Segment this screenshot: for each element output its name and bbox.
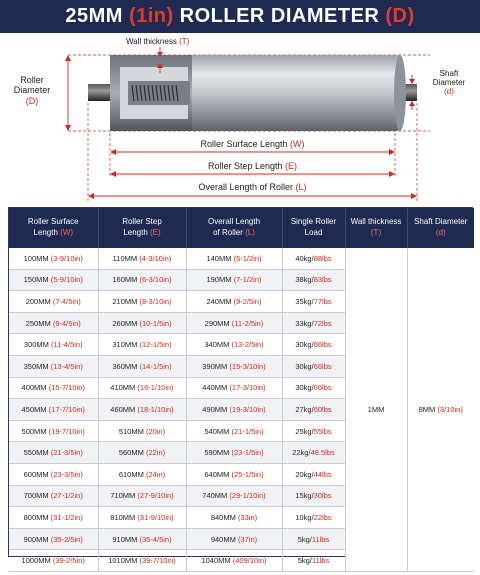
- cell-overall-length-imperial: (9-2/5in): [233, 296, 262, 306]
- cell-surface-length-value: 500MM: [21, 426, 47, 436]
- cell-step-length-imperial: (8-3/10in): [139, 296, 172, 306]
- cell-overall-length-value: 1040MM: [201, 556, 231, 566]
- cell-step-length-imperial: (12-1/5in): [139, 340, 172, 350]
- cell-overall-length-imperial: (17-3/10in): [229, 383, 266, 393]
- cell-step-length-value: 360MM: [112, 361, 138, 371]
- cell-surface-length-imperial: (3-9/10in): [50, 253, 83, 263]
- label-roller-diameter: [10, 75, 54, 106]
- cell-step-length-value: 910MM: [112, 534, 138, 544]
- header-overall-length: [186, 208, 282, 248]
- cell-overall-length-value: 390MM: [202, 361, 228, 371]
- header-step-length-code: (E): [150, 228, 161, 237]
- cell-surface-length-value: 700MM: [23, 491, 49, 501]
- cell-step-length-imperial: (35-4/5in): [139, 534, 172, 544]
- cell-load-value: 5kg/: [297, 534, 312, 544]
- title-size-inch: (1in): [128, 5, 174, 27]
- cell-load-imperial: 48.5lbs: [310, 448, 335, 458]
- cell-step-length: [98, 312, 186, 334]
- header-surface-length: [9, 208, 98, 248]
- header-wall-thickness-code: (T): [370, 228, 382, 237]
- label-roller-diameter-line1: Roller: [20, 75, 44, 85]
- cell-step-length-value: 610MM: [118, 469, 144, 479]
- cell-surface-length-value: 400MM: [21, 383, 47, 393]
- cell-surface-length-imperial: (9-4/5in): [52, 318, 81, 328]
- cell-overall-length-value: 540MM: [204, 426, 230, 436]
- cell-overall-length-value: 740MM: [202, 491, 228, 501]
- cell-load-value: 20kg/: [295, 469, 314, 479]
- cell-surface-length-value: 250MM: [25, 318, 51, 328]
- label-overall-length-text: Overall Length of Roller: [198, 182, 294, 192]
- cell-surface-length-value: 100MM: [23, 253, 49, 263]
- cell-overall-length-imperial: (19-3/10in): [229, 404, 266, 414]
- cell-step-length-value: 460MM: [110, 404, 136, 414]
- label-roller-diameter-line2: Diameter: [13, 85, 51, 96]
- cell-overall-length-value: 590MM: [204, 448, 230, 458]
- cell-load: [282, 507, 345, 529]
- cell-step-length-imperial: (14-1/5in): [139, 361, 172, 371]
- table-row: [9, 248, 474, 269]
- cell-step-length: [98, 507, 186, 529]
- cell-overall-length-value: 140MM: [206, 253, 232, 263]
- cell-load: [282, 550, 345, 572]
- cell-step-length-imperial: (27-9/10in): [137, 491, 174, 501]
- cell-step-length-imperial: (4-3/10in): [139, 253, 172, 263]
- cell-load-imperial: 66lbs: [313, 340, 332, 350]
- cell-surface-length-value: 900MM: [23, 534, 49, 544]
- label-wall-thickness-text: Wall thickness: [126, 37, 177, 46]
- cell-overall-length: [186, 507, 282, 529]
- cell-load: [282, 334, 345, 356]
- cell-load: [282, 463, 345, 485]
- cell-load: [282, 312, 345, 334]
- label-wall-thickness: [126, 37, 189, 46]
- header-surface-length-line1: Roller Surface: [27, 217, 79, 227]
- cell-step-length-value: 260MM: [112, 318, 138, 328]
- label-overall-length: [88, 182, 417, 192]
- cell-surface-length-value: 300MM: [23, 340, 49, 350]
- cell-surface-length: [9, 528, 98, 550]
- header-overall-length-code: (L): [245, 228, 255, 237]
- header-overall-length-line1: Overall Length: [207, 217, 261, 227]
- cell-load-imperial: 30lbs: [313, 491, 332, 501]
- header-step-length-line2: Length: [123, 228, 148, 237]
- cell-surface-length-imperial: (5-9/10in): [50, 275, 83, 285]
- cell-overall-length-value: 940MM: [210, 534, 236, 544]
- header-single-load-line2: Load: [304, 228, 323, 237]
- cell-overall-length-value: 840MM: [210, 512, 236, 522]
- title-text: ROLLER DIAMETER: [179, 5, 380, 27]
- cell-overall-length-imperial: (7-1/2in): [233, 275, 262, 285]
- cell-overall-length-imperial: (29-1/10in): [229, 491, 266, 501]
- cell-surface-length-imperial: (11-4/5in): [51, 340, 83, 350]
- cell-overall-length: [186, 312, 282, 334]
- spec-table: [8, 207, 473, 566]
- cell-load: [282, 377, 345, 399]
- cell-shaft-diameter-imperial: (3/10in): [437, 404, 463, 414]
- cell-shaft-diameter: [407, 248, 474, 571]
- cell-load-imperial: 11lbs: [311, 556, 330, 566]
- cell-overall-length-value: 640MM: [204, 469, 230, 479]
- cell-surface-length: [9, 269, 98, 291]
- label-surface-length-text: Roller Surface Length: [200, 139, 288, 149]
- cell-load: [282, 485, 345, 507]
- roller-diagram: [0, 33, 480, 205]
- cell-overall-length-imperial: (409/10in): [232, 556, 267, 566]
- cell-load-imperial: 77lbs: [313, 296, 332, 306]
- cell-overall-length: [186, 528, 282, 550]
- cell-surface-length-imperial: (35-2/5in): [50, 534, 83, 544]
- cell-overall-length-value: 440MM: [202, 383, 228, 393]
- cell-overall-length-imperial: (37in): [237, 534, 258, 544]
- cell-step-length-value: 710MM: [110, 491, 136, 501]
- cell-load: [282, 355, 345, 377]
- header-step-length: [98, 208, 186, 248]
- label-shaft-diameter-line2: Diameter: [432, 78, 466, 88]
- cell-overall-length-imperial: (15-3/10in): [229, 361, 266, 371]
- title-banner: [0, 0, 480, 33]
- cell-surface-length-imperial: (39-2/5in): [52, 556, 85, 566]
- cell-step-length: [98, 377, 186, 399]
- cell-step-length: [98, 291, 186, 313]
- label-shaft-diameter: [428, 69, 470, 97]
- header-wall-thickness-line1: Wall thickness: [350, 217, 402, 227]
- cell-step-length-imperial: (20in): [145, 426, 166, 436]
- cell-load-imperial: 55lbs: [313, 426, 332, 436]
- cell-step-length: [98, 550, 186, 572]
- cell-surface-length: [9, 377, 98, 399]
- cell-overall-length-value: 240MM: [206, 296, 232, 306]
- cell-surface-length-value: 350MM: [23, 361, 49, 371]
- label-shaft-diameter-code: (d): [444, 87, 454, 97]
- cell-load-imperial: 72lbs: [313, 318, 332, 328]
- cell-step-length-value: 410MM: [110, 383, 136, 393]
- cell-surface-length-value: 150MM: [23, 275, 49, 285]
- cell-surface-length-value: 1000MM: [21, 556, 51, 566]
- cell-surface-length-imperial: (31-1/2in): [50, 512, 83, 522]
- label-wall-thickness-code: (T): [179, 37, 190, 46]
- cell-surface-length: [9, 507, 98, 529]
- cell-wall-thickness: 1MM: [345, 248, 407, 571]
- header-step-length-line1: Roller Step: [122, 217, 162, 227]
- cell-step-length: [98, 485, 186, 507]
- cell-surface-length-value: 800MM: [23, 512, 49, 522]
- cell-step-length: [98, 334, 186, 356]
- cell-overall-length: [186, 334, 282, 356]
- label-shaft-diameter-line1: Shaft: [439, 69, 459, 78]
- cell-step-length-imperial: (22in): [145, 448, 166, 458]
- title-code: (D): [385, 5, 415, 27]
- cell-surface-length-value: 450MM: [21, 404, 47, 414]
- cell-surface-length: [9, 248, 98, 269]
- label-step-length: [110, 161, 395, 171]
- cell-load-imperial: 22lbs: [313, 512, 332, 522]
- label-overall-length-code: (L): [295, 182, 307, 192]
- cell-overall-length: [186, 485, 282, 507]
- cell-step-length-value: 310MM: [112, 340, 138, 350]
- cell-load-value: 40kg/: [295, 253, 314, 263]
- cell-load-value: 27kg/: [295, 404, 314, 414]
- label-roller-diameter-code: (D): [25, 95, 39, 106]
- cell-surface-length-value: 200MM: [25, 296, 51, 306]
- cell-overall-length: [186, 442, 282, 464]
- cell-load-value: 30kg/: [295, 340, 314, 350]
- cell-step-length-value: 1010MM: [108, 556, 138, 566]
- cell-load: [282, 291, 345, 313]
- cell-load: [282, 420, 345, 442]
- cell-surface-length: [9, 550, 98, 572]
- cell-step-length-imperial: (10-1/5in): [139, 318, 172, 328]
- cell-overall-length-imperial: (33in): [237, 512, 258, 522]
- cell-overall-length-value: 290MM: [204, 318, 230, 328]
- cell-overall-length: [186, 269, 282, 291]
- header-overall-length-line2: of Roller: [213, 228, 243, 237]
- cell-overall-length-value: 340MM: [204, 340, 230, 350]
- cell-load-value: 35kg/: [295, 296, 314, 306]
- cell-overall-length-imperial: (21-1/5in): [231, 426, 264, 436]
- cell-load-value: 5kg/: [297, 556, 312, 566]
- cell-load-value: 22kg/: [292, 448, 311, 458]
- cell-surface-length: [9, 442, 98, 464]
- cell-overall-length-imperial: (13-2/5in): [231, 340, 264, 350]
- cell-load-imperial: 11lbs: [311, 534, 330, 544]
- cell-step-length: [98, 248, 186, 269]
- cell-load: [282, 269, 345, 291]
- label-step-length-text: Roller Step Length: [207, 161, 283, 171]
- cell-surface-length-imperial: (17-7/10in): [48, 404, 85, 414]
- header-shaft-diameter-line1: Shaft Diameter: [414, 217, 468, 227]
- cell-load-value: 10kg/: [295, 512, 314, 522]
- cell-surface-length: [9, 312, 98, 334]
- cell-overall-length-imperial: (25-1/5in): [231, 469, 264, 479]
- cell-step-length: [98, 528, 186, 550]
- cell-load: [282, 248, 345, 269]
- cell-step-length-value: 510MM: [118, 426, 144, 436]
- cell-step-length-imperial: (39-7/10in): [139, 556, 176, 566]
- cell-load-value: 33kg/: [295, 318, 314, 328]
- cell-step-length-imperial: (18-1/10in): [137, 404, 174, 414]
- label-surface-length-code: (W): [290, 139, 305, 149]
- cell-load: [282, 442, 345, 464]
- cell-surface-length-imperial: (15-7/10in): [48, 383, 85, 393]
- cell-overall-length-value: 490MM: [202, 404, 228, 414]
- cell-load: [282, 399, 345, 421]
- cell-surface-length-value: 550MM: [23, 448, 49, 458]
- cell-overall-length: [186, 550, 282, 572]
- cell-surface-length: [9, 334, 98, 356]
- header-surface-length-line2: Length: [33, 228, 58, 237]
- cell-surface-length-imperial: (19-7/10in): [48, 426, 85, 436]
- cell-load-value: 25kg/: [295, 426, 314, 436]
- cell-surface-length-value: 600MM: [23, 469, 49, 479]
- cell-surface-length-imperial: (27-1/2in): [50, 491, 83, 501]
- cell-surface-length: [9, 355, 98, 377]
- cell-step-length: [98, 420, 186, 442]
- cell-overall-length: [186, 377, 282, 399]
- cell-step-length-imperial: (24in): [145, 469, 166, 479]
- cell-load-value: 38kg/: [295, 275, 314, 285]
- cell-step-length-value: 210MM: [112, 296, 138, 306]
- cell-step-length-value: 160MM: [112, 275, 138, 285]
- header-single-load-line1: Single Roller: [290, 217, 337, 227]
- cell-load-value: 30kg/: [295, 383, 314, 393]
- cell-overall-length-imperial: (5-1/2in): [233, 253, 262, 263]
- cell-overall-length: [186, 291, 282, 313]
- cell-step-length: [98, 442, 186, 464]
- cell-surface-length-imperial: (13-4/5in): [50, 361, 83, 371]
- header-surface-length-code: (W): [60, 228, 74, 237]
- cell-step-length-imperial: (16-1/10in): [137, 383, 174, 393]
- cell-load-value: 15kg/: [295, 491, 314, 501]
- cell-step-length: [98, 355, 186, 377]
- cell-step-length-value: 110MM: [112, 253, 138, 263]
- cell-overall-length: [186, 355, 282, 377]
- cell-step-length: [98, 463, 186, 485]
- cell-surface-length: [9, 420, 98, 442]
- cell-surface-length: [9, 463, 98, 485]
- cell-step-length-value: 560MM: [118, 448, 144, 458]
- cell-load-imperial: 66lbs: [313, 361, 332, 371]
- cell-surface-length-imperial: (7-4/5in): [52, 296, 81, 306]
- label-surface-length: [110, 139, 395, 149]
- cell-step-length-imperial: (6-3/10in): [139, 275, 172, 285]
- cell-load-imperial: 83lbs: [313, 275, 332, 285]
- cell-load-value: 30kg/: [295, 361, 314, 371]
- cell-step-length-imperial: (31-9/10in): [137, 512, 174, 522]
- cell-load-imperial: 88lbs: [313, 253, 332, 263]
- cell-load-imperial: 66lbs: [313, 383, 332, 393]
- cell-overall-length-imperial: (23-1/5in): [231, 448, 264, 458]
- roller-illustration: [0, 33, 480, 205]
- header-wall-thickness: [345, 208, 407, 248]
- cell-overall-length: [186, 420, 282, 442]
- cell-step-length: [98, 269, 186, 291]
- cell-surface-length: [9, 291, 98, 313]
- cell-step-length: [98, 399, 186, 421]
- cell-load-imperial: 44lbs: [313, 469, 332, 479]
- header-shaft-diameter-code: (d): [435, 228, 446, 237]
- header-shaft-diameter: [407, 208, 474, 248]
- cell-surface-length: [9, 485, 98, 507]
- cell-overall-length: [186, 463, 282, 485]
- header-single-load: [282, 208, 345, 248]
- cell-overall-length: [186, 399, 282, 421]
- label-step-length-code: (E): [285, 161, 298, 171]
- cell-surface-length-imperial: (21-3/5in): [50, 448, 83, 458]
- cell-overall-length-value: 190MM: [206, 275, 232, 285]
- cell-load: [282, 528, 345, 550]
- title-size: 25MM: [65, 5, 123, 27]
- cell-step-length-value: 810MM: [110, 512, 136, 522]
- cell-shaft-diameter-value: 8MM: [418, 404, 436, 414]
- table-header-row: [9, 208, 474, 248]
- cell-overall-length: [186, 248, 282, 269]
- cell-load-imperial: 60lbs: [313, 404, 332, 414]
- cell-surface-length: [9, 399, 98, 421]
- cell-surface-length-imperial: (23-3/5in): [50, 469, 83, 479]
- cell-overall-length-imperial: (11-2/5in): [231, 318, 264, 328]
